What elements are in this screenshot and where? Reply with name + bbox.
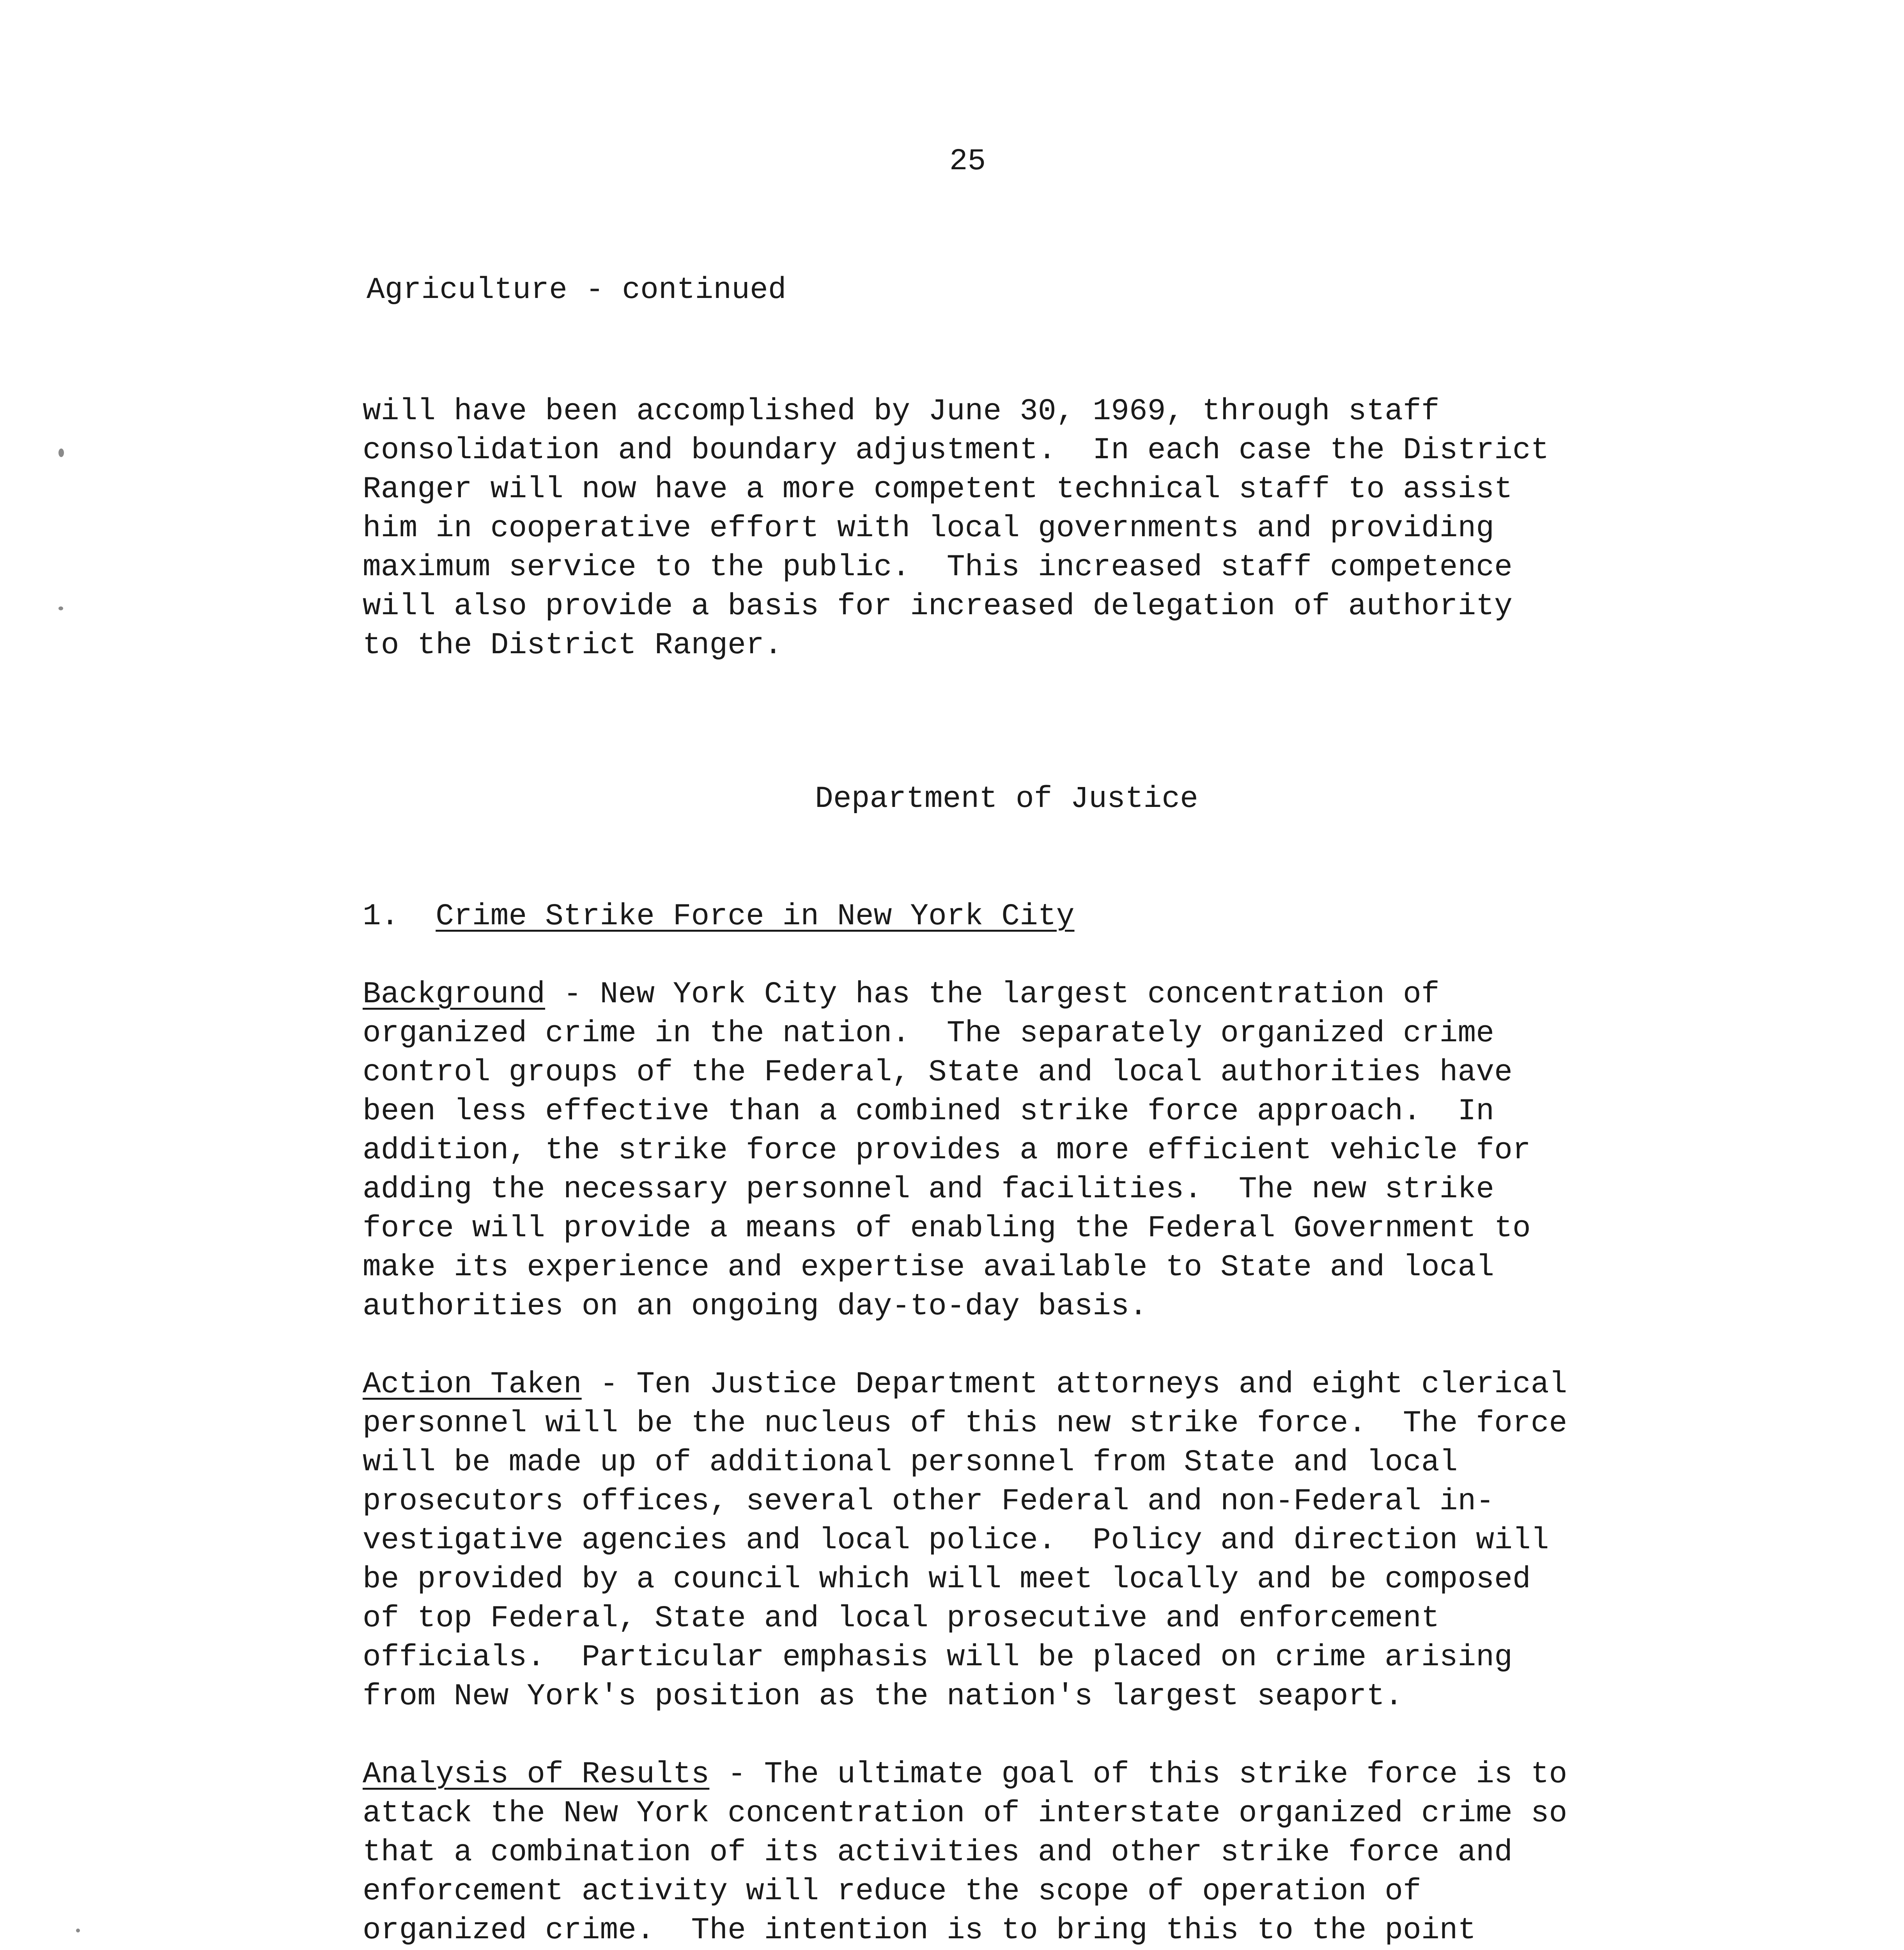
text-line: will be made up of additional personnel from State and local (363, 1445, 1458, 1480)
scan-speck (58, 606, 63, 610)
text-line: addition, the strike force provides a more efficient vehicle for (363, 1133, 1531, 1168)
page-number: 25 (949, 144, 986, 179)
text-line: prosecutors offices, several other Federal and non-Federal in- (363, 1484, 1495, 1519)
text-line: been less effective than a combined strike force approach. In (363, 1094, 1495, 1129)
text-line: Ranger will now have a more competent technical staff to assist (363, 472, 1513, 507)
text-line: authorities on an ongoing day-to-day basis. (363, 1289, 1148, 1324)
analysis-paragraph (363, 1755, 1688, 1950)
background-paragraph (363, 975, 1688, 1326)
text-line: - The ultimate goal of this strike force is to (709, 1757, 1567, 1792)
text-line: organized crime. The intention is to bring this to the point (363, 1913, 1476, 1948)
text-line: to the District Ranger. (363, 628, 783, 663)
text-line: - Ten Justice Department attorneys and eight clerical (581, 1367, 1567, 1402)
text-line: from New York's position as the nation's largest seaport. (363, 1679, 1403, 1714)
text-line: vestigative agencies and local police. Policy and direction will (363, 1523, 1549, 1558)
item-title: Crime Strike Force in New York City (436, 899, 1075, 934)
section-heading: Department of Justice (815, 782, 1198, 816)
text-line: personnel will be the nucleus of this new strike force. The force (363, 1406, 1567, 1441)
text-line: force will provide a means of enabling the Federal Government to (363, 1211, 1531, 1246)
background-label: Background (363, 977, 546, 1012)
text-line: control groups of the Federal, State and local authorities have (363, 1055, 1513, 1090)
text-line: be provided by a council which will meet locally and be composed (363, 1562, 1531, 1597)
text-line: enforcement activity will reduce the scope of operation of (363, 1874, 1421, 1909)
text-line: maximum service to the public. This increased staff competence (363, 550, 1513, 585)
action-taken-paragraph (363, 1365, 1688, 1716)
text-line: will have been accomplished by June 30, 1969, through staff (363, 394, 1440, 429)
analysis-label: Analysis of Results (363, 1757, 710, 1792)
text-line: consolidation and boundary adjustment. In each case the District (363, 433, 1549, 468)
text-line: that a combination of its activities and other strike force and (363, 1835, 1513, 1870)
agriculture-paragraph (363, 392, 1688, 665)
text-line: make its experience and expertise available to State and local (363, 1250, 1495, 1285)
action-taken-label: Action Taken (363, 1367, 582, 1402)
scan-speck (76, 1929, 80, 1932)
item-number: 1. (363, 899, 399, 934)
text-line: of top Federal, State and local prosecutive and enforcement (363, 1601, 1440, 1636)
text-line: adding the necessary personnel and facilities. The new strike (363, 1172, 1495, 1207)
text-line: will also provide a basis for increased delegation of authority (363, 589, 1513, 624)
item-heading (363, 897, 1688, 936)
running-head: Agriculture - continued (367, 273, 786, 307)
text-line: - New York City has the largest concentration of (545, 977, 1440, 1012)
text-line: organized crime in the nation. The separately organized crime (363, 1016, 1495, 1051)
scan-speck (58, 448, 64, 457)
text-line: attack the New York concentration of interstate organized crime so (363, 1796, 1567, 1831)
text-line: him in cooperative effort with local governments and providing (363, 511, 1495, 546)
text-line: officials. Particular emphasis will be placed on crime arising (363, 1640, 1513, 1675)
